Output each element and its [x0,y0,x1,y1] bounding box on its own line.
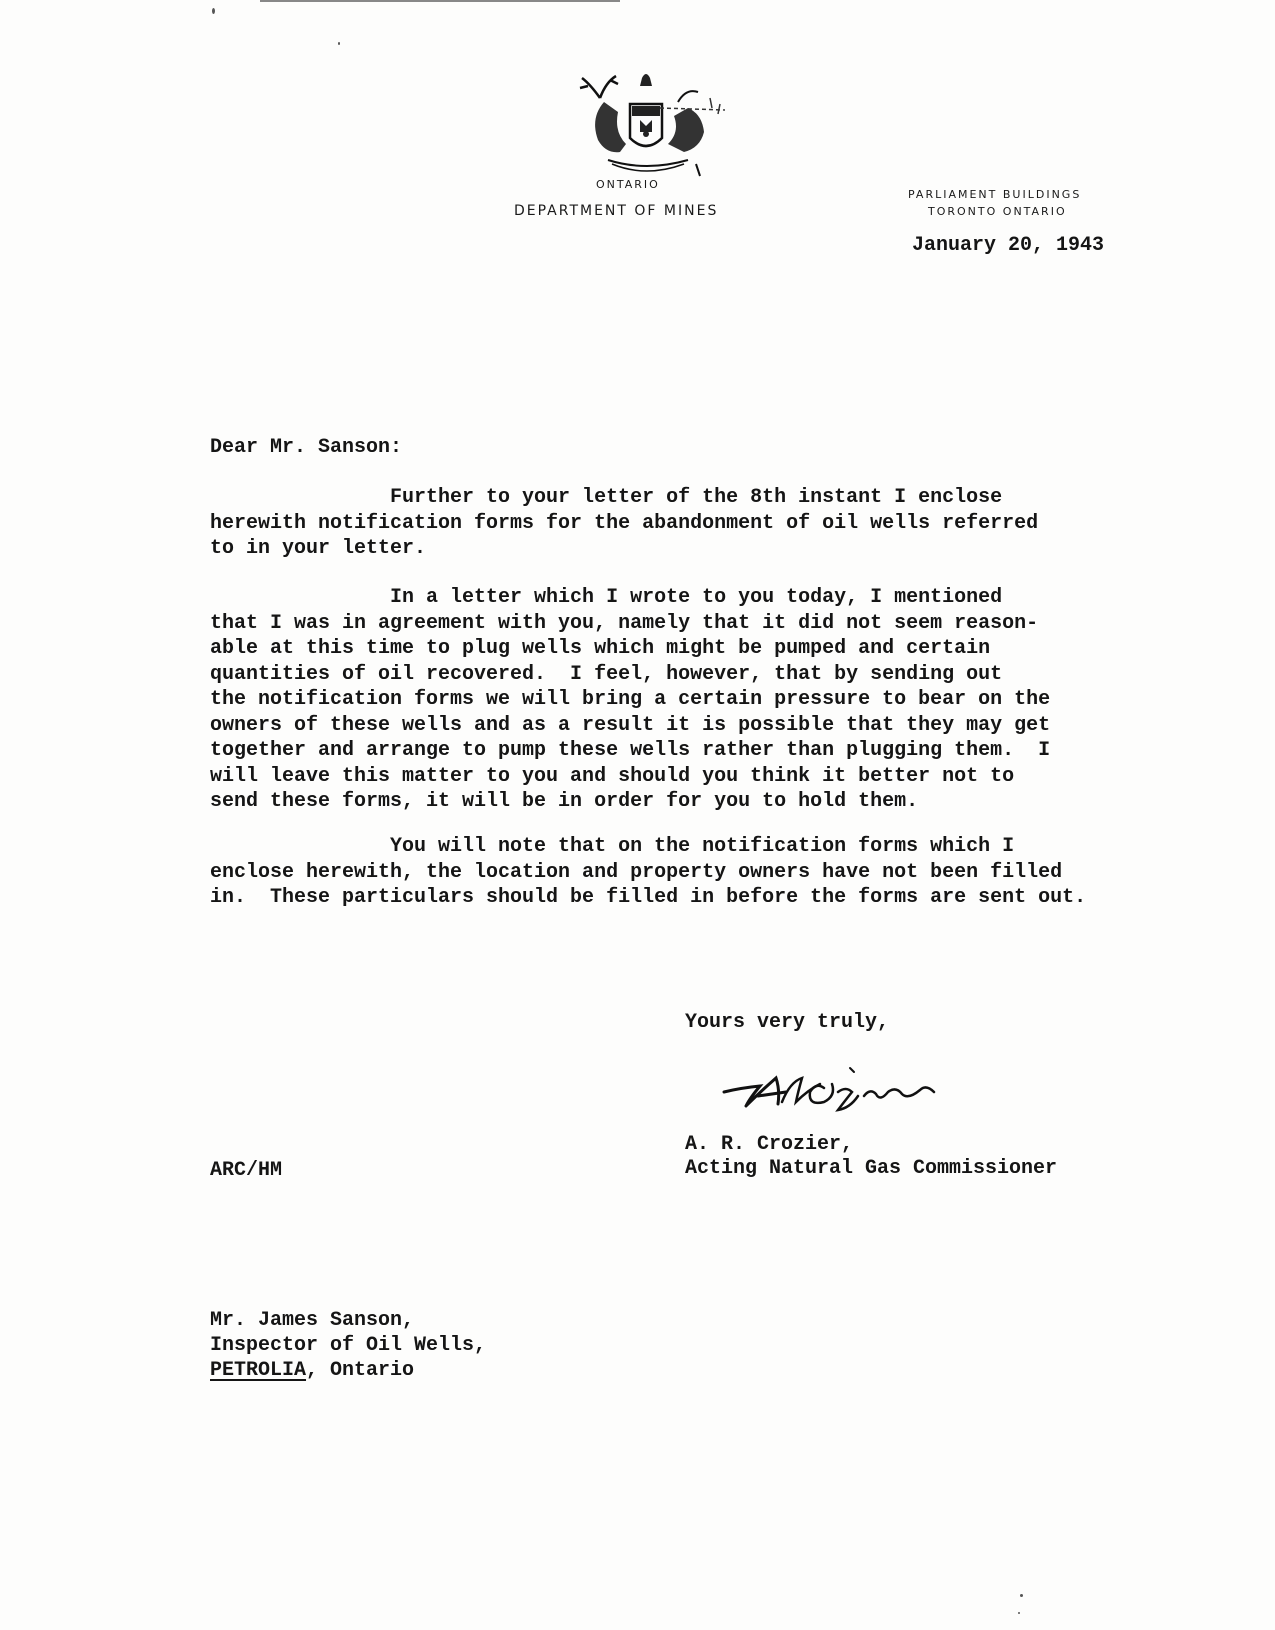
closing: Yours very truly, [685,1011,890,1034]
recipient-line-1: Mr. James Sanson, [210,1309,415,1332]
body-paragraph-2: In a letter which I wrote to you today, I mentioned that I was in agreement with you, namely that it did not seem reason- able at this time to plug wells which might be pumped and certain quantities of oil recovered. I feel, however, that by sending out the notification forms we will bring a certain pressure to bear on the owners of these wells and as a result it is possible that they may get together and arrange to pump these wells rather than plugging them. I will leave this matter to you and should you think it better not to send these forms, it will be in order for you to hold them. [210,586,1051,813]
letterhead-province: ONTARIO [596,178,660,191]
letterhead-department: DEPARTMENT OF MINES [514,203,719,219]
letter-date: January 20, 1943 [912,234,1105,257]
letterhead-address-line1: PARLIAMENT BUILDINGS [908,188,1082,201]
ontario-coat-of-arms-icon [560,68,730,184]
salutation: Dear Mr. Sanson: [210,436,403,459]
recipient-line-3 [210,1358,414,1384]
recipient-city: PETROLIA [210,1359,307,1382]
letterhead-address-line2: TORONTO ONTARIO [928,205,1067,218]
signer-title: Acting Natural Gas Commissioner [685,1157,1058,1180]
scan-edge-line [260,0,620,2]
body-paragraph-1: Further to your letter of the 8th instant I enclose herewith notification forms for the abandonment of oil wells referred to in your letter. [210,486,1039,560]
reference-initials: ARC/HM [210,1159,283,1182]
recipient-province: , Ontario [306,1359,415,1382]
scan-speck [1020,1594,1023,1597]
scan-speck [338,42,340,45]
recipient-line-2: Inspector of Oil Wells, [210,1334,487,1357]
handwritten-signature [720,1062,960,1122]
body-paragraph-3: You will note that on the notification forms which I enclose herewith, the location and property owners have not been filled in. These particulars should be filled in before the forms are sent out. [210,835,1087,909]
signer-name: A. R. Crozier, [685,1133,854,1156]
scan-speck [212,8,215,14]
scan-speck [1018,1612,1020,1614]
